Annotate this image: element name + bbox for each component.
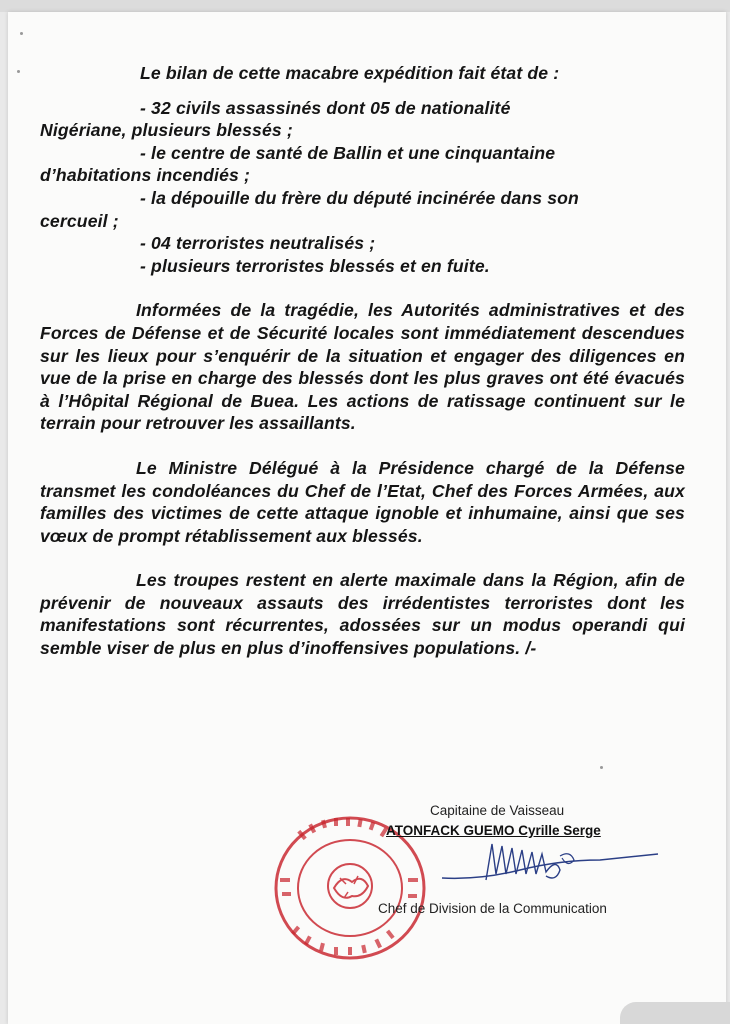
paragraph-authorities: Informées de la tragédie, les Autorités administratives et des Forces de Défense et de Sécurité locales sont immédiatement descendues sur les lieux pour s’enquérir de la situation et engager des diligences en vue de la prise en charge des blessés dont les plus graves ont été évacués à l’Hôpital Régional de Buea. Les actions de ratissage continuent sur le terrain pour retrouver les assaillants. bbox=[40, 300, 685, 434]
signatory-role: Chef de Division de la Communication bbox=[378, 901, 607, 916]
scan-speck bbox=[17, 70, 20, 73]
list-item-continuation: Nigériane, plusieurs blessés ; bbox=[40, 120, 293, 141]
scan-speck bbox=[600, 766, 603, 769]
top-edge bbox=[0, 0, 730, 12]
scan-speck bbox=[20, 32, 23, 35]
casualty-list bbox=[40, 97, 685, 278]
paragraph-condolences: Le Ministre Délégué à la Présidence chargé de la Défense transmet les condoléances du Chef de l’Etat, Chef des Forces Armées, aux familles des victimes de cette attaque ignoble et inhumaine, ainsi que ses vœux de prompt rétablissement aux blessés. bbox=[40, 457, 685, 546]
list-item-continuation: cercueil ; bbox=[40, 210, 119, 231]
intro-line: Le bilan de cette macabre expédition fait état de : bbox=[140, 63, 560, 83]
document-body bbox=[40, 62, 685, 660]
list-item: - la dépouille du frère du député incinérée dans son bbox=[140, 187, 579, 208]
signatory-name: ATONFACK GUEMO Cyrille Serge bbox=[386, 823, 601, 838]
signatory-rank: Capitaine de Vaisseau bbox=[430, 803, 565, 818]
list-item-continuation: d’habitations incendiés ; bbox=[40, 165, 251, 186]
handwritten-signature bbox=[440, 830, 660, 900]
page-corner bbox=[620, 1002, 730, 1024]
list-item: - le centre de santé de Ballin et une cinquantaine bbox=[140, 142, 556, 163]
list-item: - plusieurs terroristes blessés et en fuite. bbox=[140, 255, 490, 276]
paragraph-troops: Les troupes restent en alerte maximale dans la Région, afin de prévenir de nouveaux assauts des irrédentistes terroristes dont les manifestations sont récurrentes, adossées sur un modus operandi qui semble viser de plus en plus d’inoffensives populations. /- bbox=[40, 570, 685, 659]
list-item: - 04 terroristes neutralisés ; bbox=[140, 233, 376, 254]
list-item: - 32 civils assassinés dont 05 de nationalité bbox=[140, 97, 511, 118]
